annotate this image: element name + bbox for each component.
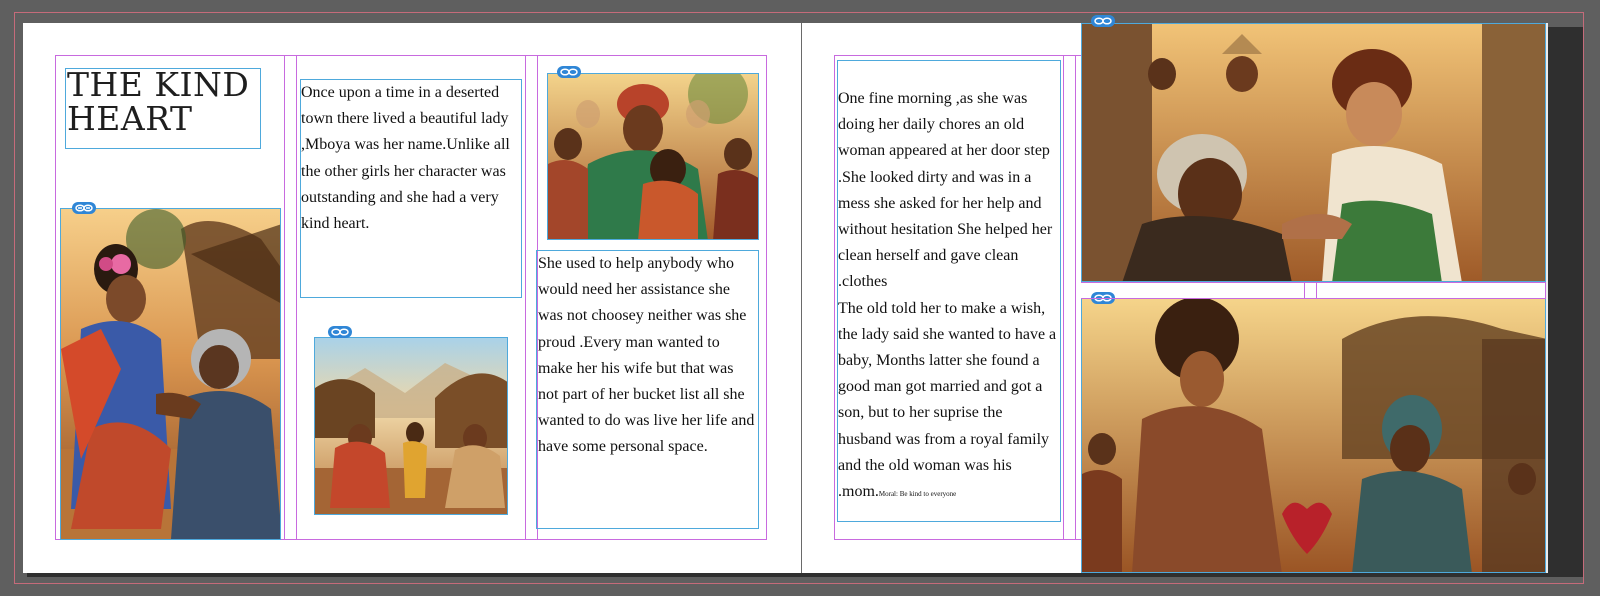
link-icon[interactable] <box>327 325 353 339</box>
image-frame-mother-children[interactable] <box>547 73 759 240</box>
spread-spine <box>801 23 802 573</box>
row-guide <box>1081 298 1546 299</box>
image-frame-heart-gift[interactable] <box>1081 298 1546 573</box>
column-guide <box>525 55 526 540</box>
link-icon[interactable] <box>71 201 97 215</box>
story-text-frame-3[interactable] <box>837 60 1061 522</box>
moral-note: Moral: Be kind to everyone <box>878 490 957 499</box>
column-guide <box>1075 55 1076 540</box>
column-guide <box>284 55 285 540</box>
illustration-village-image <box>315 338 508 515</box>
illustration-heart-gift-image <box>1082 299 1546 573</box>
story-text-frame-2[interactable] <box>536 250 759 529</box>
link-icon[interactable] <box>556 65 582 79</box>
story-paragraph-1: Once upon a time in a deserted town there lived a beautiful lady ,Mboya was her name.Unlike all the other girls her character was outstanding and she had a very kind heart. <box>301 84 510 233</box>
story-paragraph-4: The old told her to make a wish, the lady said she wanted to have a baby, Months latter she found a good man got married and got a son, but to her suprise the husband was from a royal family and the old woman was his .mom.Moral: Be kind to everyone <box>838 299 1057 501</box>
illustration-old-woman-image <box>1082 24 1546 282</box>
image-frame-old-woman-greeting[interactable] <box>1081 23 1546 282</box>
illustration-kindness-image <box>61 209 281 540</box>
title-frame[interactable] <box>65 68 261 149</box>
story-paragraph-2: She used to help anybody who would need her assistance she was not choosey neither was she proud .Every man wanted to make her his wife but that was not part of her bucket list all she wanted to do was live her life and have some personal space. <box>538 255 755 456</box>
column-guide <box>296 55 297 540</box>
story-paragraph-3: One fine morning ,as she was doing her daily chores an old woman appeared at her door step .She looked dirty and was in a mess she asked for her help and without hesitation She helped her clean herself and gave clean .clothes <box>838 90 1053 291</box>
column-guide <box>1063 55 1064 540</box>
page-title: THE KIND HEART <box>67 68 250 138</box>
story-text-frame-1[interactable] <box>300 79 522 298</box>
row-guide <box>1081 282 1546 283</box>
image-frame-water-giving[interactable] <box>314 337 508 515</box>
link-icon[interactable] <box>1090 14 1116 28</box>
image-frame-kneeling-woman[interactable] <box>60 208 281 540</box>
illustration-mother-children-image <box>548 74 759 240</box>
